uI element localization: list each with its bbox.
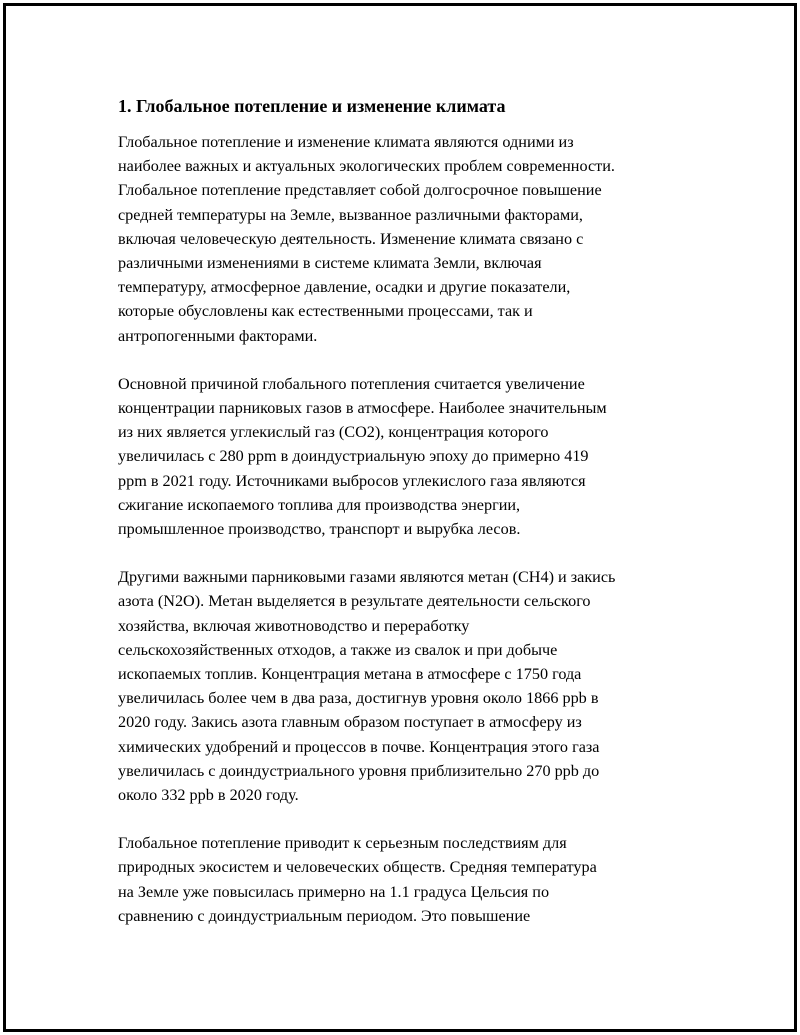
paragraph-3: Другими важными парниковыми газами являются метан (CH4) и закись азота (N2O). Метан выделяется в результате деятельности сельского хозяйства, включая животноводство и переработку сельскохозяйственных отходов, а также из свалок и при добыче ископаемых топлив. Концентрация метана в атмосфере с 1750 года увеличилась более чем в два раза, достигнув уровня около 1866 ppb в 2020 году. Закись азота главным образом поступает в атмосферу из химических удобрений и процессов в почве. Концентрация этого газа увеличилась с доиндустриального уровня приблизительно 270 ppb до около 332 ppb в 2020 году. (118, 568, 616, 805)
paragraph-1: Глобальное потепление и изменение климата являются одними из наиболее важных и актуальных экологических проблем современности. Глобальное потепление представляет собой долгосрочное повышение средней температуры на Земле, вызванное различными факторами, включая человеческую деятельность. Изменение климата связано с различными изменениями в системе климата Земли, включая температуру, атмосферное давление, осадки и другие показатели, которые обусловлены как естественными процессами, так и антропогенными факторами. (118, 133, 615, 345)
section-title: 1. Глобальное потепление и изменение климата (118, 96, 506, 116)
document-body (118, 94, 698, 952)
paragraph-2: Основной причиной глобального потепления считается увеличение концентрации парниковых газов в атмосфере. Наиболее значительным из них является углекислый газ (CO2), концентрация которого увеличилась с 280 ppm в доиндустриальную эпоху до примерно 419 ppm в 2021 году. Источниками выбросов углекислого газа являются сжигание ископаемого топлива для производства энергии, промышленное производство, транспорт и вырубка лесов. (118, 374, 607, 539)
paragraph-4: Глобальное потепление приводит к серьезным последствиям для природных экосистем и человеческих обществ. Средняя температура на Земле уже повысилась примерно на 1.1 градуса Цельсия по сравнению с доиндустриальным периодом. Это повышение (118, 834, 597, 925)
